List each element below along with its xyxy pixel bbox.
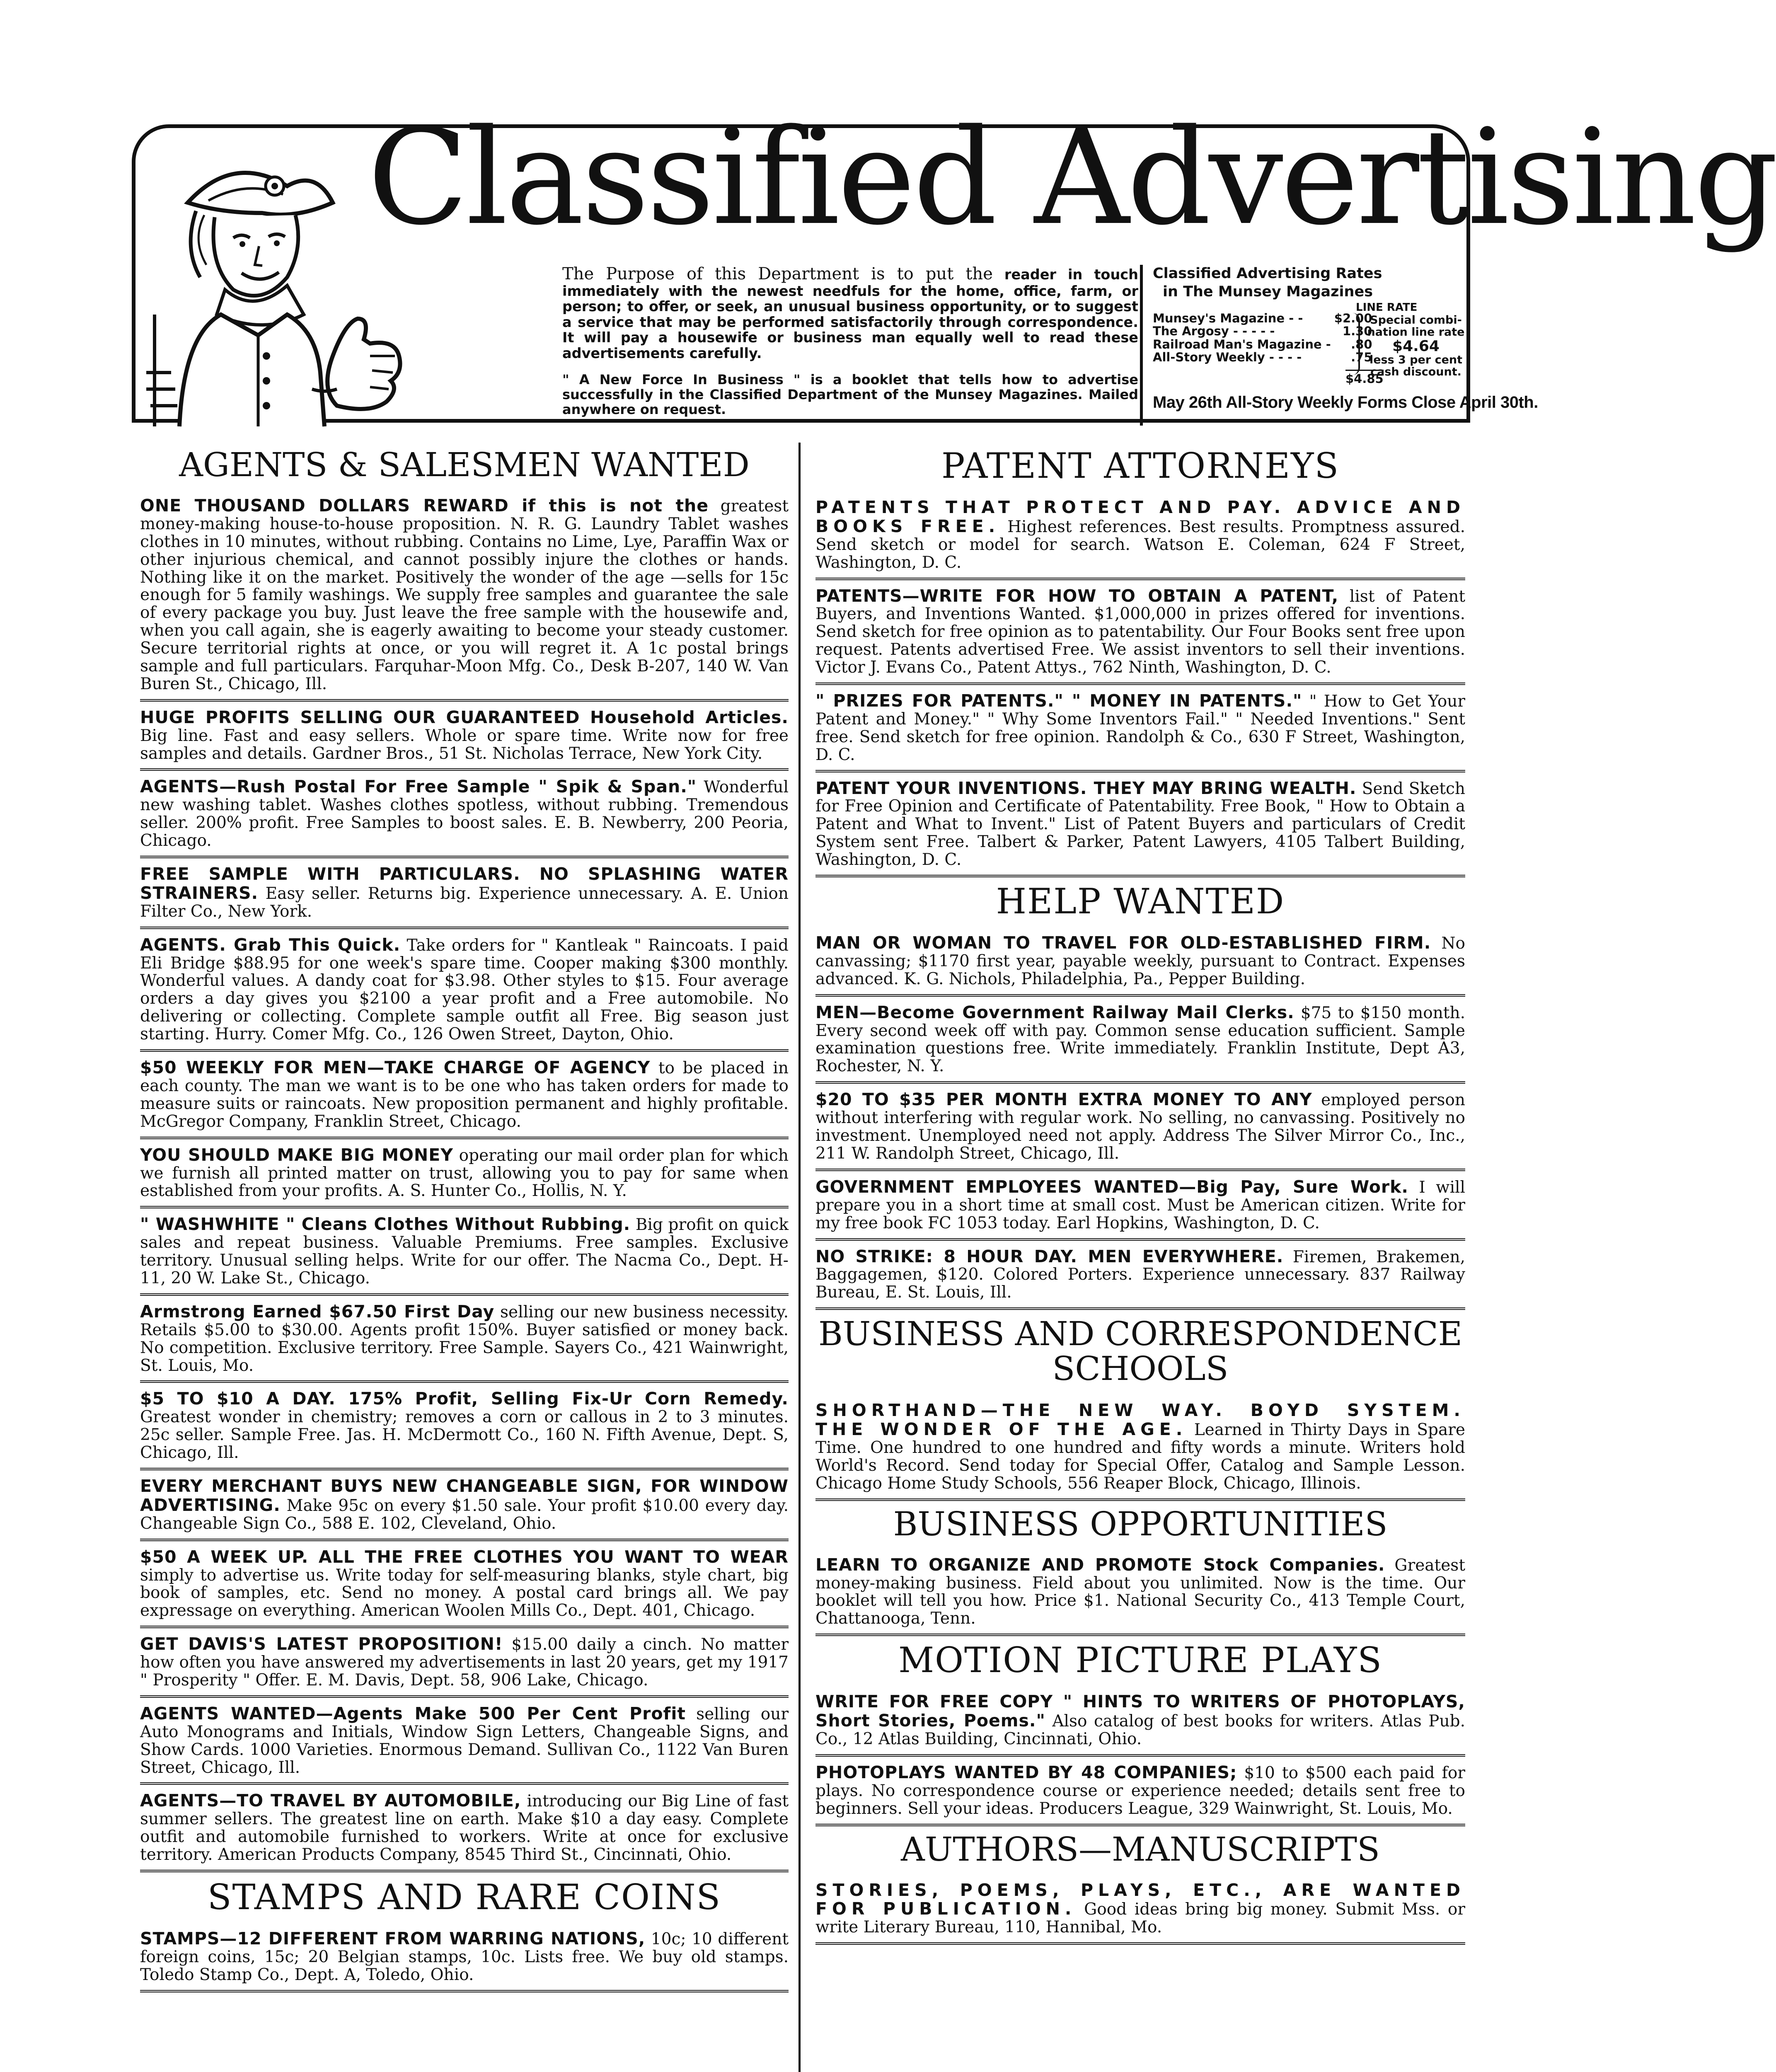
- rate-magazine: Munsey's Magazine - -: [1153, 311, 1303, 325]
- classified-ad: [140, 702, 789, 771]
- rate-price: 1.30: [1342, 324, 1372, 339]
- rate-price: .75: [1351, 350, 1372, 364]
- right-column: [815, 443, 1465, 1945]
- forms-close-notice: May 26th All-Story Weekly Forms Close April 30th.: [1153, 393, 1538, 411]
- classified-ad: [140, 1139, 789, 1209]
- classified-ad: [140, 858, 789, 929]
- classified-ad: [815, 1084, 1465, 1171]
- ad-body: simply to advertise us. Write today for self-measuring blanks, style chart, big book of samples, etc. Send no money. A postal card brings all. We pay expressage on everything. American Woolen Mills Co., Dept. 401, Chicago.: [140, 1566, 789, 1620]
- ad-body: selling our Auto Monograms and Initials, Window Sign Letters, Changeable Signs, and Show Cards. 1000 Varieties. Enormous Demand. Sullivan Co., 1122 Van Buren Street, Chicago, Ill.: [140, 1704, 789, 1777]
- rate-magazine: The Argosy - - - - -: [1153, 324, 1275, 339]
- ad-headline: AGENTS—TO TRAVEL BY AUTOMOBILE,: [140, 1791, 521, 1811]
- ad-headline: AGENTS—Rush Postal For Free Sample " Spik & Span.": [140, 777, 697, 797]
- classified-ad: [815, 1394, 1465, 1501]
- ad-body: Make 95c on every $1.50 sale. Your profit $10.00 every day. Changeable Sign Co., 588 E. 102, Cleveland, Ohio.: [140, 1496, 789, 1533]
- opportunities-ads: [815, 1549, 1465, 1636]
- rate-row: [1153, 351, 1372, 364]
- section-title-motion-pictures: MOTION PICTURE PLAYS: [898, 1640, 1382, 1681]
- ad-body: No canvassing; $1170 first year, payable weekly, pursuant to Contract. Expenses advanced. K. G. Nichols, Philadelphia, Pa., Pepper Building.: [815, 934, 1465, 988]
- ad-headline: GOVERNMENT EMPLOYEES WANTED—Big Pay, Sure Work.: [815, 1176, 1408, 1197]
- ad-body: Take orders for " Kantleak " Raincoats. I paid Eli Bridge $88.95 for one week's spare time. Cooper making $300 monthly. Wonderful values. A dandy coat for $3.98. Other styles to $15. Four average orders a day gives you $2100 a year profit and a Free automobile. No delivering or collecting. Complete sample outfit all Free. Big season just starting. Hurry. Comer Mfg. Co., 126 Owen Street, Dayton, Ohio.: [140, 936, 789, 1044]
- classified-ad: [815, 580, 1465, 685]
- ad-headline: FREE SAMPLE WITH PARTICULARS. NO SPLASHING WATER STRAINERS.: [140, 864, 789, 903]
- ad-headline: Armstrong Earned $67.50 First Day: [140, 1301, 495, 1322]
- ad-body: $75 to $150 month. Every second week off with pay. Common sense education sufficient. Sample examination questions free. Write immediately. Franklin Institute, Dept A3, Rochester, N. Y.: [815, 1003, 1465, 1076]
- stamps-ads: [140, 1923, 789, 1992]
- ad-headline: PATENT YOUR INVENTIONS. THEY MAY BRING WEALTH.: [815, 778, 1357, 798]
- masthead-divider: [1140, 265, 1143, 426]
- rate-row: [1153, 338, 1372, 351]
- ad-headline: AGENTS WANTED—Agents Make 500 Per Cent Profit: [140, 1703, 686, 1723]
- classified-ad: [140, 490, 789, 702]
- patent-ads: [815, 491, 1465, 877]
- agents-ads: [140, 490, 789, 1872]
- classified-ad: [815, 1874, 1465, 1945]
- rate-magazine: Railroad Man's Magazine -: [1153, 337, 1331, 351]
- classified-ad: [815, 927, 1465, 997]
- classified-ad: [815, 997, 1465, 1084]
- ad-headline: MEN—Become Government Railway Mail Clerks.: [815, 1002, 1294, 1022]
- ad-body: Also catalog of best books for writers. Atlas Pub. Co., 12 Atlas Building, Cincinnati, Ohio.: [815, 1712, 1465, 1748]
- classified-ad: [815, 1757, 1465, 1826]
- column-divider: [798, 443, 801, 2072]
- ad-body: selling our new business necessity. Retails $5.00 to $30.00. Agents profit 150%. Buyer satisfied or money back. No competition. Exclusive territory. Free Sample. Sayers Co., 421 Wainwright, St. Louis, Mo.: [140, 1302, 789, 1375]
- rate-row: [1153, 312, 1372, 325]
- ad-body: 10c; 10 different foreign coins, 15c; 20 Belgian stamps, 10c. Lists free. We buy old stamps. Toledo Stamp Co., Dept. A, Toledo, Ohio.: [140, 1930, 789, 1984]
- ad-body: Good ideas bring big money. Submit Mss. or write Literary Bureau, 110, Hannibal, Mo.: [815, 1900, 1465, 1937]
- ad-headline: YOU SHOULD MAKE BIG MONEY: [140, 1145, 453, 1165]
- combined-total: $4.85: [1345, 370, 1384, 386]
- ad-body: $10 to $500 each paid for plays. No correspondence course or experience needed; details sent free to beginners. Sell your ideas. Producers League, 329 Wainwright, St. Louis, Mo.: [815, 1763, 1465, 1818]
- ad-headline: AGENTS. Grab This Quick.: [140, 934, 401, 955]
- authors-ads: [815, 1874, 1465, 1945]
- ad-body: introducing our Big Line of fast summer sellers. The greatest line on earth. Make $10 a day easy. Complete outfit and automobile furnished to workers. Write at once for exclusive territory. American Products Company, 8545 Third St., Cincinnati, Ohio.: [140, 1792, 789, 1864]
- ad-headline: PHOTOPLAYS WANTED BY 48 COMPANIES;: [815, 1762, 1237, 1782]
- classified-ad: [140, 1208, 789, 1296]
- masthead: [132, 101, 1776, 423]
- ad-headline: GET DAVIS'S LATEST PROPOSITION!: [140, 1634, 503, 1654]
- ad-headline: $50 A WEEK UP. ALL THE FREE CLOTHES YOU WANT TO WEAR: [140, 1547, 789, 1567]
- ad-body: Greatest wonder in chemistry; removes a corn or callous in 2 to 3 minutes. 25c seller. Sample Free. Jas. H. McDermott Co., 160 N. Fifth Avenue, Dept. S, Chicago, Ill.: [140, 1408, 789, 1462]
- section-title-opportunities: BUSINESS OPPORTUNITIES: [893, 1504, 1388, 1543]
- ad-headline: STAMPS—12 DIFFERENT FROM WARRING NATIONS,: [140, 1929, 646, 1949]
- ad-headline: MAN OR WOMAN TO TRAVEL FOR OLD-ESTABLISHED FIRM.: [815, 933, 1431, 953]
- classified-ad: [140, 929, 789, 1052]
- combi-line: less 3 per cent: [1369, 353, 1463, 367]
- ad-body: Learned in Thirty Days in Spare Time. One hundred to one hundred and fifty words a minute. Writers hold World's Record. Send today for Special Offer, Catalog and Sample Lesson. Chicago Home Study Schools, 556 Reaper Block, Chicago, Illinois.: [815, 1421, 1465, 1493]
- classified-ad: [140, 1785, 789, 1872]
- ad-headline: PATENTS THAT PROTECT AND PAY. ADVICE AND BOOKS FREE.: [815, 497, 1465, 536]
- masthead-title: Classified Advertising: [368, 101, 1776, 254]
- section-title-schools: BUSINESS AND CORRESPONDENCE SCHOOLS: [818, 1314, 1463, 1388]
- ad-headline: STORIES, POEMS, PLAYS, ETC., ARE WANTED FOR PUBLICATION.: [815, 1880, 1465, 1919]
- combi-line: cash discount.: [1370, 366, 1461, 379]
- classified-ad: [815, 1171, 1465, 1241]
- left-column: [140, 443, 789, 1992]
- section-title-agents: AGENTS & SALESMEN WANTED: [179, 445, 750, 484]
- rates-brace: [1353, 313, 1360, 375]
- ad-headline: " PRIZES FOR PATENTS." " MONEY IN PATENTS.": [815, 691, 1302, 711]
- classified-ad: [140, 1470, 789, 1541]
- section-title-help: HELP WANTED: [996, 881, 1285, 922]
- classified-ad: [140, 1052, 789, 1139]
- ad-body: Greatest money-making business. Field about you unlimited. Now is the time. Our booklet will tell you how. Price $1. National Security Co., 413 Temple Court, Chattanooga, Tenn.: [815, 1556, 1465, 1628]
- department-purpose: [562, 265, 1138, 361]
- combination-offer: [1364, 315, 1468, 378]
- motion-picture-ads: [815, 1686, 1465, 1826]
- ad-body: list of Patent Buyers, and Inventions Wanted. $1,000,000 in prizes offered for inventions. Send sketch for free opinion as to patentability. Our Four Books sent free upon request. Patents advertised Free. We assist inventors to sell their inventions. Victor J. Evans Co., Patent Attys., 762 Ninth, Washington, D. C.: [815, 587, 1465, 677]
- help-ads: [815, 927, 1465, 1310]
- purpose-body: reader in touch immediately with the newest needfuls for the home, office, farm, or person; to offer, or seek, an unusual business opportunity, or to suggest a service that may be performed satisfactorily through correspondence. It will pay a housewife or business man equally well to read these advertisements carefully.: [562, 266, 1138, 361]
- ad-headline: NO STRIKE: 8 HOUR DAY. MEN EVERYWHERE.: [815, 1246, 1284, 1266]
- classified-ad: [140, 771, 789, 858]
- ad-headline: SHORTHAND—THE NEW WAY. BOYD SYSTEM. THE WONDER OF THE AGE.: [815, 1400, 1465, 1440]
- classified-ad: [815, 491, 1465, 580]
- ad-headline: $50 WEEKLY FOR MEN—TAKE CHARGE OF AGENCY: [140, 1058, 651, 1078]
- ad-body: I will prepare you in a short time at small cost. Must be American citizen. Write for my free book FC 1053 today. Earl Hopkins, Washington, D. C.: [815, 1178, 1465, 1232]
- rate-price: $2.00: [1334, 311, 1372, 325]
- classified-ad: [140, 1541, 789, 1629]
- section-title-patents: PATENT ATTORNEYS: [941, 445, 1340, 486]
- classified-ad: [140, 1296, 789, 1383]
- ad-headline: WRITE FOR FREE COPY " HINTS TO WRITERS OF PHOTOPLAYS, Short Stories, Poems.": [815, 1692, 1465, 1731]
- ad-headline: $5 TO $10 A DAY. 175% Profit, Selling Fix-Ur Corn Remedy.: [140, 1389, 789, 1409]
- purpose-lead: The Purpose of this Department is to put the: [562, 264, 993, 283]
- ad-body: Send Sketch for Free Opinion and Certificate of Patentability. Free Book, " How to Obtain a Patent and What to Invent." List of Patent Buyers and particulars of Credit System sent Free. Talbert & Parker, Patent Lawyers, 4105 Talbert Building, Washington, D. C.: [815, 779, 1465, 869]
- classified-ad: [815, 685, 1465, 772]
- combi-line: nation line rate: [1367, 325, 1465, 339]
- ad-headline: EVERY MERCHANT BUYS NEW CHANGEABLE SIGN, FOR WINDOW ADVERTISING.: [140, 1476, 789, 1515]
- section-title-authors: AUTHORS—MANUSCRIPTS: [901, 1830, 1380, 1869]
- ad-headline: " WASHWHITE " Cleans Clothes Without Rubbing.: [140, 1214, 631, 1234]
- ad-body: Big line. Fast and easy sellers. Whole or spare time. Write now for free samples and details. Gardner Bros., 51 St. Nicholas Terrace, New York City.: [140, 726, 789, 763]
- classified-ad: [140, 1698, 789, 1785]
- ad-body: $15.00 daily a cinch. No matter how often you have answered my advertisements in last 20 years, get my 1917 " Prosperity " Offer. E. M. Davis, Dept. 58, 906 Lake, Chicago.: [140, 1635, 789, 1690]
- rates-table: [1153, 312, 1372, 364]
- rates-panel: [1153, 265, 1538, 411]
- section-title-stamps: STAMPS AND RARE COINS: [207, 1877, 721, 1917]
- rates-title: Classified Advertising Rates: [1153, 265, 1382, 282]
- classified-ad: [140, 1628, 789, 1698]
- classified-ad: [815, 772, 1465, 877]
- line-rate-label: LINE RATE: [1356, 301, 1418, 314]
- ad-body: " How to Get Your Patent and Money." " Why Some Inventors Fail." " Needed Inventions." Sent free. Send sketch for free opinion. Randolph & Co., 630 F Street, Washington, D. C.: [815, 692, 1465, 764]
- ad-headline: ONE THOUSAND DOLLARS REWARD if this is not the: [140, 496, 709, 516]
- ad-body: employed person without interfering with regular work. No selling, no canvassing. Positively no investment. Unemployed need not apply. Address The Silver Mirror Co., Inc., 211 W. Randolph Street, Chicago, Ill.: [815, 1091, 1465, 1163]
- ad-headline: PATENTS—WRITE FOR HOW TO OBTAIN A PATENT,: [815, 586, 1339, 606]
- ad-body: greatest money-making house-to-house proposition. N. R. G. Laundry Tablet washes clothes in 10 minutes, without rubbing. Contains no Lime, Lye, Paraffin Wax or other injurious chemical, and cannot possibly injure the clothes or hands. Nothing like it on the market. Positively the wonder of the age —sells for 15c enough for 5 family washings. We supply free samples and guarantee the sale of every package you buy. Just leave the free sample with the housewife and, when you call again, she is eagerly awaiting to become your steady customer. Secure territorial rights at once, or you will regret it. A 1c postal brings sample and full particulars. Farquhar-Moon Mfg. Co., Desk B-207, 140 W. Van Buren St., Chicago, Ill.: [140, 497, 789, 693]
- ad-body: Wonderful new washing tablet. Washes clothes spotless, without rubbing. Tremendous seller. 200% profit. Free Samples to boost sales. E. B. Newberry, 200 Peoria, Chicago.: [140, 778, 789, 850]
- classified-ad: [815, 1549, 1465, 1636]
- ad-body: Firemen, Brakemen, Baggagemen, $120. Colored Porters. Experience unnecessary. 837 Railway Bureau, E. St. Louis, Ill.: [815, 1247, 1465, 1302]
- booklet-note: " A New Force In Business " is a booklet that tells how to advertise successfully in the Classified Department of the Munsey Magazines. Mailed anywhere on request.: [562, 372, 1138, 417]
- rate-magazine: All-Story Weekly - - - -: [1153, 350, 1302, 364]
- ad-headline: HUGE PROFITS SELLING OUR GUARANTEED Household Articles.: [140, 707, 789, 727]
- rates-subtitle: in The Munsey Magazines: [1163, 283, 1373, 300]
- classified-ad: [140, 1383, 789, 1470]
- rate-row: [1153, 325, 1372, 338]
- classified-ad: [815, 1241, 1465, 1310]
- classified-ad: [140, 1923, 789, 1992]
- ad-body: Easy seller. Returns big. Experience unnecessary. A. E. Union Filter Co., New York.: [140, 884, 789, 921]
- ad-headline: $20 TO $35 PER MONTH EXTRA MONEY TO ANY: [815, 1089, 1312, 1110]
- rate-price: .80: [1351, 337, 1372, 351]
- ad-headline: LEARN TO ORGANIZE AND PROMOTE Stock Companies.: [815, 1554, 1385, 1575]
- combi-line: Special combi-: [1370, 314, 1462, 327]
- classified-ad: [815, 1686, 1465, 1757]
- ad-body: Big profit on quick sales and repeat business. Valuable Premiums. Free samples. Exclusive territory. Unusual selling helps. Write for our offer. The Nacma Co., Dept. H-11, 20 W. Lake St., Chicago.: [140, 1215, 789, 1288]
- combi-price: $4.64: [1392, 337, 1440, 355]
- ad-body: to be placed in each county. The man we want is to be one who has taken orders for made to measure suits or raincoats. New proposition permanent and highly profitable. McGregor Company, Franklin Street, Chicago.: [140, 1059, 789, 1131]
- ad-body: operating our mail order plan for which we furnish all printed matter on trust, allowing you to pay for same when established from your profits. A. S. Hunter Co., Hollis, N. Y.: [140, 1146, 789, 1201]
- ad-body: Highest references. Best results. Promptness assured. Send sketch or model for search. Watson E. Coleman, 624 F Street, Washington, D. C.: [815, 517, 1465, 572]
- schools-ads: [815, 1394, 1465, 1501]
